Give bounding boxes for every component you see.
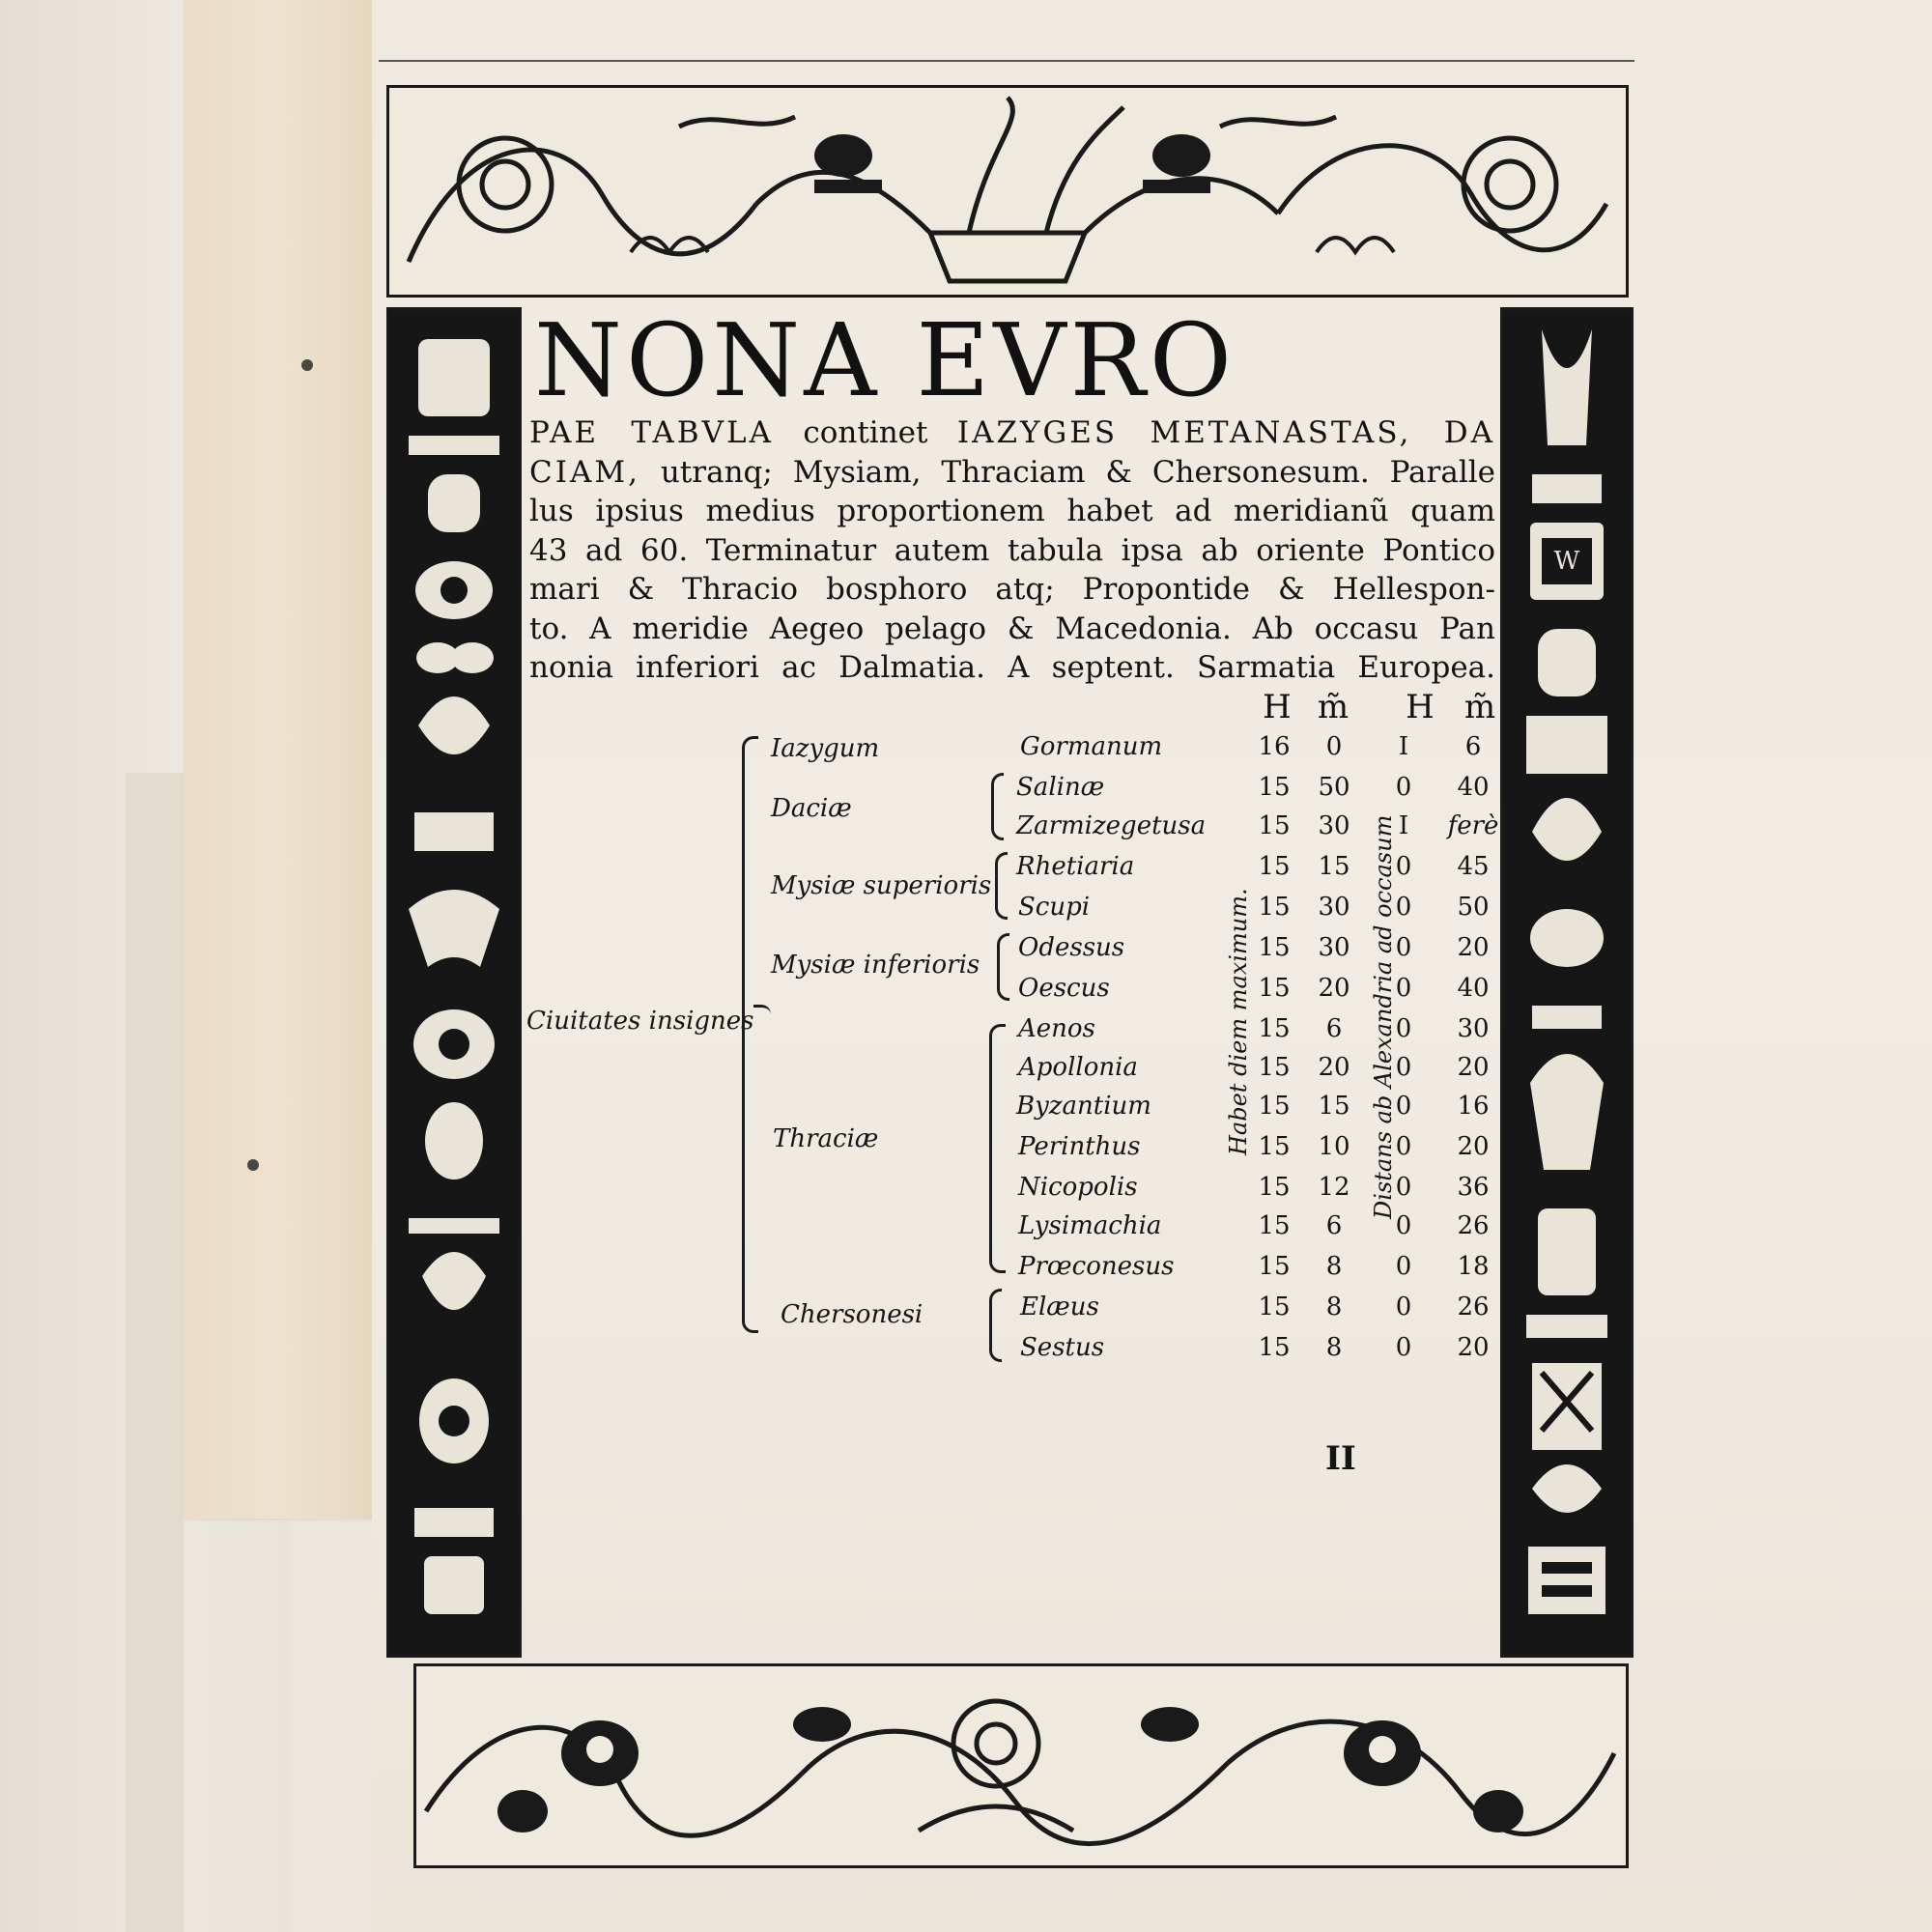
- city-name: Gormanum: [1020, 732, 1163, 761]
- table-value-m1: 8: [1325, 1252, 1343, 1281]
- table-value-m2: 20: [1457, 1333, 1490, 1362]
- paragraph-line: lus ipsius medius proportionem habet ad meridianũ quam: [529, 494, 1495, 528]
- table-value-m2: 40: [1457, 773, 1490, 802]
- table-value-h1: 15: [1258, 933, 1291, 962]
- city-name: Sestus: [1020, 1333, 1105, 1362]
- city-name: Rhetiaria: [1016, 852, 1135, 881]
- table-value-h2: 0: [1395, 933, 1412, 962]
- plate-mark: [379, 60, 1634, 66]
- column-head-minutes-2: m̃: [1463, 688, 1496, 726]
- table-value-h2: 0: [1395, 1252, 1412, 1281]
- region-label: Chersonesi: [781, 1300, 923, 1329]
- region-label: Mysiæ superioris: [771, 871, 992, 900]
- table-value-m1: 8: [1325, 1293, 1343, 1321]
- city-name: Zarmizegetusa: [1016, 811, 1207, 840]
- table-value-m2: 20: [1457, 933, 1490, 962]
- table-value-m1: 0: [1325, 732, 1343, 761]
- table-value-m2: 6: [1464, 732, 1482, 761]
- table-value-h1: 15: [1258, 1252, 1291, 1281]
- column-head-hours-1: H: [1263, 688, 1292, 726]
- table-value-m2: 36: [1457, 1173, 1490, 1202]
- table-value-h1: 15: [1258, 1293, 1291, 1321]
- table-value-h2: 0: [1395, 773, 1412, 802]
- table-value-m2: 26: [1457, 1211, 1490, 1240]
- table-value-h1: 15: [1258, 893, 1291, 922]
- city-name: Salinæ: [1016, 773, 1105, 802]
- table-value-m1: 30: [1318, 933, 1350, 962]
- table-value-m2: 45: [1457, 852, 1490, 881]
- table-value-m1: 20: [1318, 1053, 1350, 1082]
- city-brace: [989, 1289, 1002, 1362]
- table-value-m1: 30: [1318, 811, 1350, 840]
- table-value-h2: 0: [1395, 852, 1412, 881]
- table-value-m2: 40: [1457, 974, 1490, 1003]
- city-name: Prœconesus: [1018, 1252, 1175, 1281]
- city-name: Odessus: [1018, 933, 1125, 962]
- city-name: Scupi: [1018, 893, 1091, 922]
- table-value-m1: 6: [1325, 1014, 1343, 1043]
- worm-hole: [247, 1159, 259, 1171]
- page-number: II: [1325, 1439, 1356, 1478]
- table-value-h1: 15: [1258, 1211, 1291, 1240]
- paragraph-text: utranq; Mysiam, Thraciam & Chersonesum. Paralle: [660, 454, 1496, 490]
- table-value-m2: 20: [1457, 1053, 1490, 1082]
- table-value-h1: 15: [1258, 1333, 1291, 1362]
- city-brace: [997, 933, 1009, 1001]
- table-value-h2: 0: [1395, 1173, 1412, 1202]
- table-value-m2: 18: [1457, 1252, 1490, 1281]
- vertical-label-distance: Distans ab Alexandria ad occasum: [1370, 814, 1397, 1219]
- right-woodcut-pillar: [1500, 307, 1634, 1658]
- small-caps-text: PAE TABVLA: [529, 415, 774, 450]
- table-value-m1: 20: [1318, 974, 1350, 1003]
- table-value-h2: 0: [1395, 1014, 1412, 1043]
- table-value-h2: 0: [1395, 1333, 1412, 1362]
- svg-text:W: W: [1553, 547, 1580, 576]
- table-value-h1: 15: [1258, 852, 1291, 881]
- city-name: Perinthus: [1018, 1132, 1141, 1161]
- table-value-h2: I: [1398, 811, 1409, 840]
- paragraph-line: [529, 413, 1495, 453]
- intro-paragraph: [529, 413, 1495, 688]
- table-value-m1: 15: [1318, 852, 1350, 881]
- city-name: Nicopolis: [1018, 1173, 1138, 1202]
- left-woodcut-pillar: [386, 307, 522, 1658]
- table-value-h2: I: [1398, 732, 1409, 761]
- table-value-h1: 15: [1258, 1092, 1291, 1121]
- paper-edge-strip: [126, 773, 184, 1932]
- city-name: Elæus: [1020, 1293, 1099, 1321]
- table-value-m2: 30: [1457, 1014, 1490, 1043]
- table-value-h1: 15: [1258, 974, 1291, 1003]
- table-value-h2: 0: [1395, 1211, 1412, 1240]
- table-value-m1: 10: [1318, 1132, 1350, 1161]
- table-value-h1: 15: [1258, 1014, 1291, 1043]
- group-label: Ciuitates insignes: [526, 1007, 754, 1036]
- city-brace: [989, 1024, 1006, 1273]
- paragraph-line: nonia inferiori ac Dalmatia. A septent. Sarmatia Europea.: [529, 650, 1495, 685]
- city-brace: [995, 852, 1008, 920]
- table-value-m2: 26: [1457, 1293, 1490, 1321]
- paragraph-line: [529, 453, 1495, 493]
- small-caps-text: CIAM,: [529, 454, 640, 490]
- paragraph-line: mari & Thracio bosphoro atq; Propontide & Hellespon-: [529, 572, 1495, 607]
- table-value-h2: 0: [1395, 974, 1412, 1003]
- table-value-m1: 50: [1318, 773, 1350, 802]
- region-label: Thraciæ: [773, 1124, 879, 1153]
- page-title: NONA EVRO: [534, 301, 1236, 419]
- table-value-m1: 6: [1325, 1211, 1343, 1240]
- city-brace: [991, 773, 1004, 840]
- city-name: Apollonia: [1018, 1053, 1138, 1082]
- city-name: Lysimachia: [1018, 1211, 1162, 1240]
- top-woodcut-frieze: [386, 85, 1629, 298]
- table-value-h1: 15: [1258, 811, 1291, 840]
- small-caps-text: IAZYGES METANASTAS, DA: [956, 415, 1495, 450]
- bottom-woodcut-frieze: [413, 1663, 1629, 1868]
- table-value-m1: 12: [1318, 1173, 1350, 1202]
- table-value-m2: ferè: [1447, 811, 1499, 840]
- table-value-h2: 0: [1395, 1293, 1412, 1321]
- paragraph-line: 43 ad 60. Terminatur autem tabula ipsa ab oriente Pontico: [529, 532, 1495, 568]
- brace-point: [753, 1005, 771, 1037]
- table-value-m2: 20: [1457, 1132, 1490, 1161]
- column-head-minutes-1: m̃: [1317, 688, 1350, 726]
- table-value-h2: 0: [1395, 1132, 1412, 1161]
- region-label: Mysiæ inferioris: [771, 951, 980, 980]
- table-value-m1: 15: [1318, 1092, 1350, 1121]
- city-name: Byzantium: [1016, 1092, 1151, 1121]
- table-value-m2: 50: [1457, 893, 1490, 922]
- table-value-m1: 30: [1318, 893, 1350, 922]
- table-value-h1: 16: [1258, 732, 1291, 761]
- city-name: Oescus: [1018, 974, 1110, 1003]
- paragraph-text: continet: [803, 415, 928, 450]
- table-value-h2: 0: [1395, 893, 1412, 922]
- column-head-hours-2: H: [1406, 688, 1435, 726]
- table-value-h1: 15: [1258, 1053, 1291, 1082]
- vertical-label-longest-day: Habet diem maximum.: [1225, 888, 1252, 1155]
- region-label: Daciæ: [771, 794, 852, 823]
- table-value-m1: 8: [1325, 1333, 1343, 1362]
- city-name: Aenos: [1018, 1014, 1095, 1043]
- table-value-h1: 15: [1258, 1132, 1291, 1161]
- table-value-m2: 16: [1457, 1092, 1490, 1121]
- table-value-h1: 15: [1258, 1173, 1291, 1202]
- worm-hole: [301, 359, 313, 371]
- table-value-h2: 0: [1395, 1092, 1412, 1121]
- region-label: Iazygum: [771, 734, 880, 763]
- table-value-h1: 15: [1258, 773, 1291, 802]
- table-value-h2: 0: [1395, 1053, 1412, 1082]
- paragraph-line: to. A meridie Aegeo pelago & Macedonia. Ab occasu Pan: [529, 611, 1495, 646]
- paper-slip: [184, 0, 372, 1519]
